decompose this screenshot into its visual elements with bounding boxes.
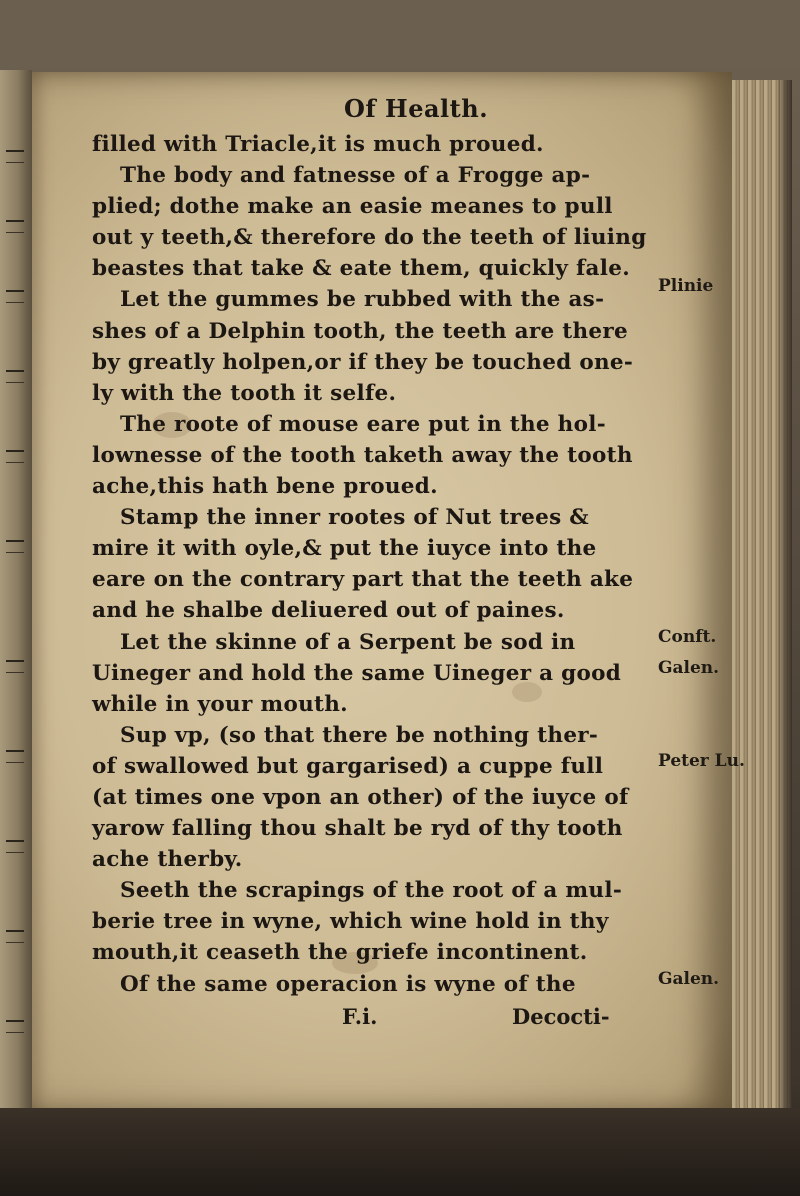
text-line-5: beastes that take & eate them, quickly fale. xyxy=(92,256,631,282)
text-line-2: The body and fatnesse of a Frogge ap- xyxy=(120,163,591,189)
catchword: Decocti- xyxy=(512,1003,610,1029)
text-line-3: plied; dothe make an easie meanes to pull xyxy=(92,194,613,220)
text-line-23: yarow falling thou shalt be ryd of thy tooth xyxy=(92,816,623,842)
text-line-16: and he shalbe deliuered out of paines. xyxy=(92,598,565,624)
text-line-20: Sup vp, (so that there be nothing ther- xyxy=(120,722,599,748)
text-line-11: lownesse of the tooth taketh away the tooth xyxy=(92,442,633,468)
margin-note-plinie: Plinie xyxy=(658,276,714,296)
text-line-27: mouth,it ceaseth the griefe incontinent. xyxy=(92,940,588,966)
scan-bottom-background xyxy=(0,1108,800,1196)
text-line-7: shes of a Delphin tooth, the teeth are there xyxy=(92,318,629,344)
page-stack-edge xyxy=(732,80,792,1115)
text-line-24: ache therby. xyxy=(92,847,243,873)
text-line-26: berie tree in wyne, which wine hold in thy xyxy=(92,909,609,935)
text-line-8: by greatly holpen,or if they be touched one- xyxy=(92,349,634,375)
text-line-21: of swallowed but gargarised) a cuppe full xyxy=(92,753,604,779)
margin-note-galen: Galen. xyxy=(658,658,720,678)
text-line-28: Of the same operacion is wyne of the xyxy=(120,971,576,997)
text-line-10: The roote of mouse eare put in the hol- xyxy=(120,411,606,437)
text-line-17: Let the skinne of a Serpent be sod in xyxy=(120,629,576,655)
text-line-6: Let the gummes be rubbed with the as- xyxy=(120,287,605,313)
text-line-15: eare on the contrary part that the teeth ake xyxy=(92,567,634,593)
running-head: Of Health. xyxy=(343,94,489,123)
text-line-1: filled with Triacle,it is much proued. xyxy=(92,132,544,157)
margin-note-conft: Conft. xyxy=(658,627,717,647)
text-line-18: Uineger and hold the same Uineger a good xyxy=(92,660,622,686)
text-line-13: Stamp the inner rootes of Nut trees & xyxy=(120,505,590,531)
facing-page-edge xyxy=(0,70,32,1110)
text-line-12: ache,this hath bene proued. xyxy=(92,474,438,500)
text-line-9: ly with the tooth it selfe. xyxy=(92,380,397,406)
signature-mark: F.i. xyxy=(342,1003,378,1029)
page-footer xyxy=(92,1000,732,1034)
margin-note-galen-2: Galen. xyxy=(658,969,720,989)
text-line-25: Seeth the scrapings of the root of a mul- xyxy=(120,878,623,904)
page-text xyxy=(92,94,732,1034)
text-line-22: (at times one vpon an other) of the iuyce of xyxy=(92,784,629,810)
margin-note-peter-lu: Peter Lu. xyxy=(658,751,745,771)
text-line-4: out y teeth,& therefore do the teeth of liuing xyxy=(92,225,647,251)
text-line-14: mire it with oyle,& put the iuyce into the xyxy=(92,536,597,562)
text-line-19: while in your mouth. xyxy=(92,691,348,717)
